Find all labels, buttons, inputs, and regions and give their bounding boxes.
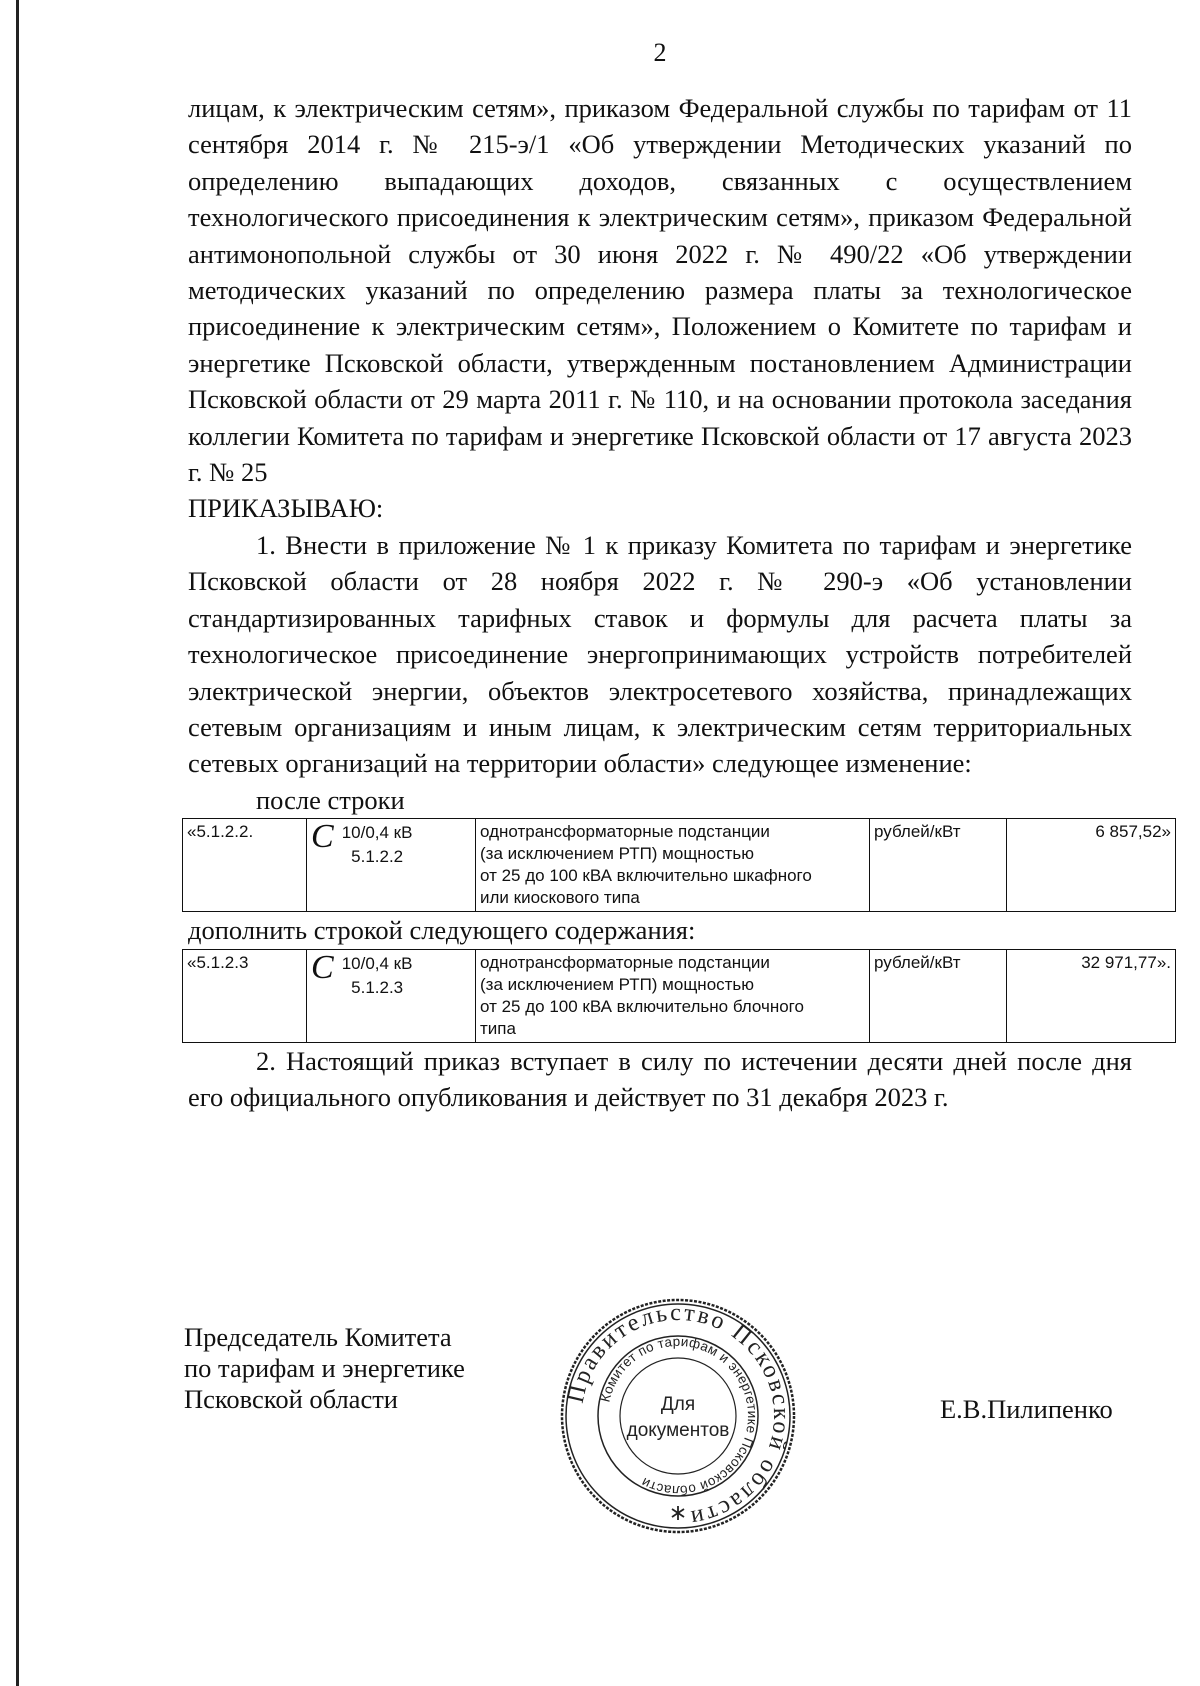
existing-row-table xyxy=(182,818,1176,912)
stamp-center-line-1: Для xyxy=(660,1394,696,1415)
signatory-name: Е.В.Пилипенко xyxy=(940,1394,1113,1424)
signatory-title xyxy=(184,1322,544,1415)
description-cell xyxy=(476,819,870,912)
code-label: 5.1.2.2 xyxy=(351,847,404,867)
stamp-inner-text: Комитет по тарифам и энергетике Псковской области xyxy=(597,1333,761,1499)
stamp-center-line-2: документов xyxy=(626,1420,730,1441)
description-line: (за исключением РТП) мощностью xyxy=(480,844,755,864)
signatory-title-line: по тарифам и энергетике xyxy=(184,1353,465,1383)
scan-edge-line xyxy=(16,0,19,1686)
voltage-label: 10/0,4 кВ xyxy=(341,953,413,973)
formula-letter: C xyxy=(311,818,334,856)
paragraph-item-1: 1. Внести в приложение № 1 к приказу Комитета по тарифам и энергетике Псковской области от 28 ноября 2022 г. № 290-э «Об установлении стандартизированных тарифных ставок и формулы для расчета платы за технологическое присоединение энергопринимающих устройств потребителей электрической энергии, объектов электросетевого хозяйства, принадлежащих сетевым организациям и иным лицам, к электрическим сетям территориальных сетевых организаций на территории области» следующее изменение: xyxy=(188,529,1132,779)
description-cell xyxy=(476,949,870,1042)
page-number: 2 xyxy=(653,38,667,67)
description-line: от 25 до 100 кВА включительно блочного xyxy=(480,996,804,1016)
row-number: «5.1.2.2. xyxy=(183,819,307,912)
formula-cell xyxy=(307,819,476,912)
description-line: или киоскового типа xyxy=(480,888,640,908)
signatory-title-line: Председатель Комитета xyxy=(184,1322,452,1352)
new-row-table xyxy=(182,949,1176,1043)
document-body xyxy=(187,90,1171,1115)
add-row-label: дополнить строкой следующего содержания: xyxy=(188,915,696,946)
value-cell: 32 971,77». xyxy=(1007,949,1176,1042)
description-line: от 25 до 100 кВА включительно шкафного xyxy=(480,866,812,886)
official-stamp xyxy=(558,1296,798,1536)
stamp-outer-text: Правительство Псковской области xyxy=(562,1299,795,1532)
signatory-title-line: Псковской области xyxy=(184,1384,398,1414)
description-line: (за исключением РТП) мощностью xyxy=(480,974,755,994)
table-row xyxy=(183,949,1176,1042)
asterisk-icon xyxy=(672,1506,684,1520)
formula-letter: C xyxy=(311,948,334,986)
voltage-label: 10/0,4 кВ xyxy=(341,823,413,843)
unit-cell: рублей/кВт xyxy=(870,949,1007,1042)
description-line: однотрансформаторные подстанции xyxy=(480,822,770,842)
value-cell: 6 857,52» xyxy=(1007,819,1176,912)
description-line: типа xyxy=(480,1018,516,1038)
formula-cell xyxy=(307,949,476,1042)
row-number: «5.1.2.3 xyxy=(183,949,307,1042)
stamp-graphic xyxy=(558,1296,798,1536)
unit-cell: рублей/кВт xyxy=(870,819,1007,912)
after-row-label: после строки xyxy=(256,784,405,815)
description-line: однотрансформаторные подстанции xyxy=(480,952,770,972)
table-row xyxy=(183,819,1176,912)
code-label: 5.1.2.3 xyxy=(351,977,404,997)
paragraph-order-keyword: ПРИКАЗЫВАЮ: xyxy=(188,493,384,524)
paragraph-legal-basis: лицам, к электрическим сетям», приказом Федеральной службы по тарифам от 11 сентября 2014 г. № 215-э/1 «Об утверждении Методических указаний по определению выпадающих доходов, связанных с осуществлением технологического присоединения к электрическим сетям», приказом Федеральной антимонопольной службы от 30 июня 2022 г. № 490/22 «Об утверждении методических указаний по определению размера платы за технологическое присоединение к электрическим сетям», Положением о Комитете по тарифам и энергетике Псковской области, утвержденным постановлением Администрации Псковской области от 29 марта 2011 г. № 110, и на основании протокола заседания коллегии Комитета по тарифам и энергетике Псковской области от 17 августа 2023 г. № 25 xyxy=(188,93,1132,488)
paragraph-item-2: 2. Настоящий приказ вступает в силу по истечении десяти дней после дня его официального опубликования и действует по 31 декабря 2023 г. xyxy=(188,1045,1132,1112)
